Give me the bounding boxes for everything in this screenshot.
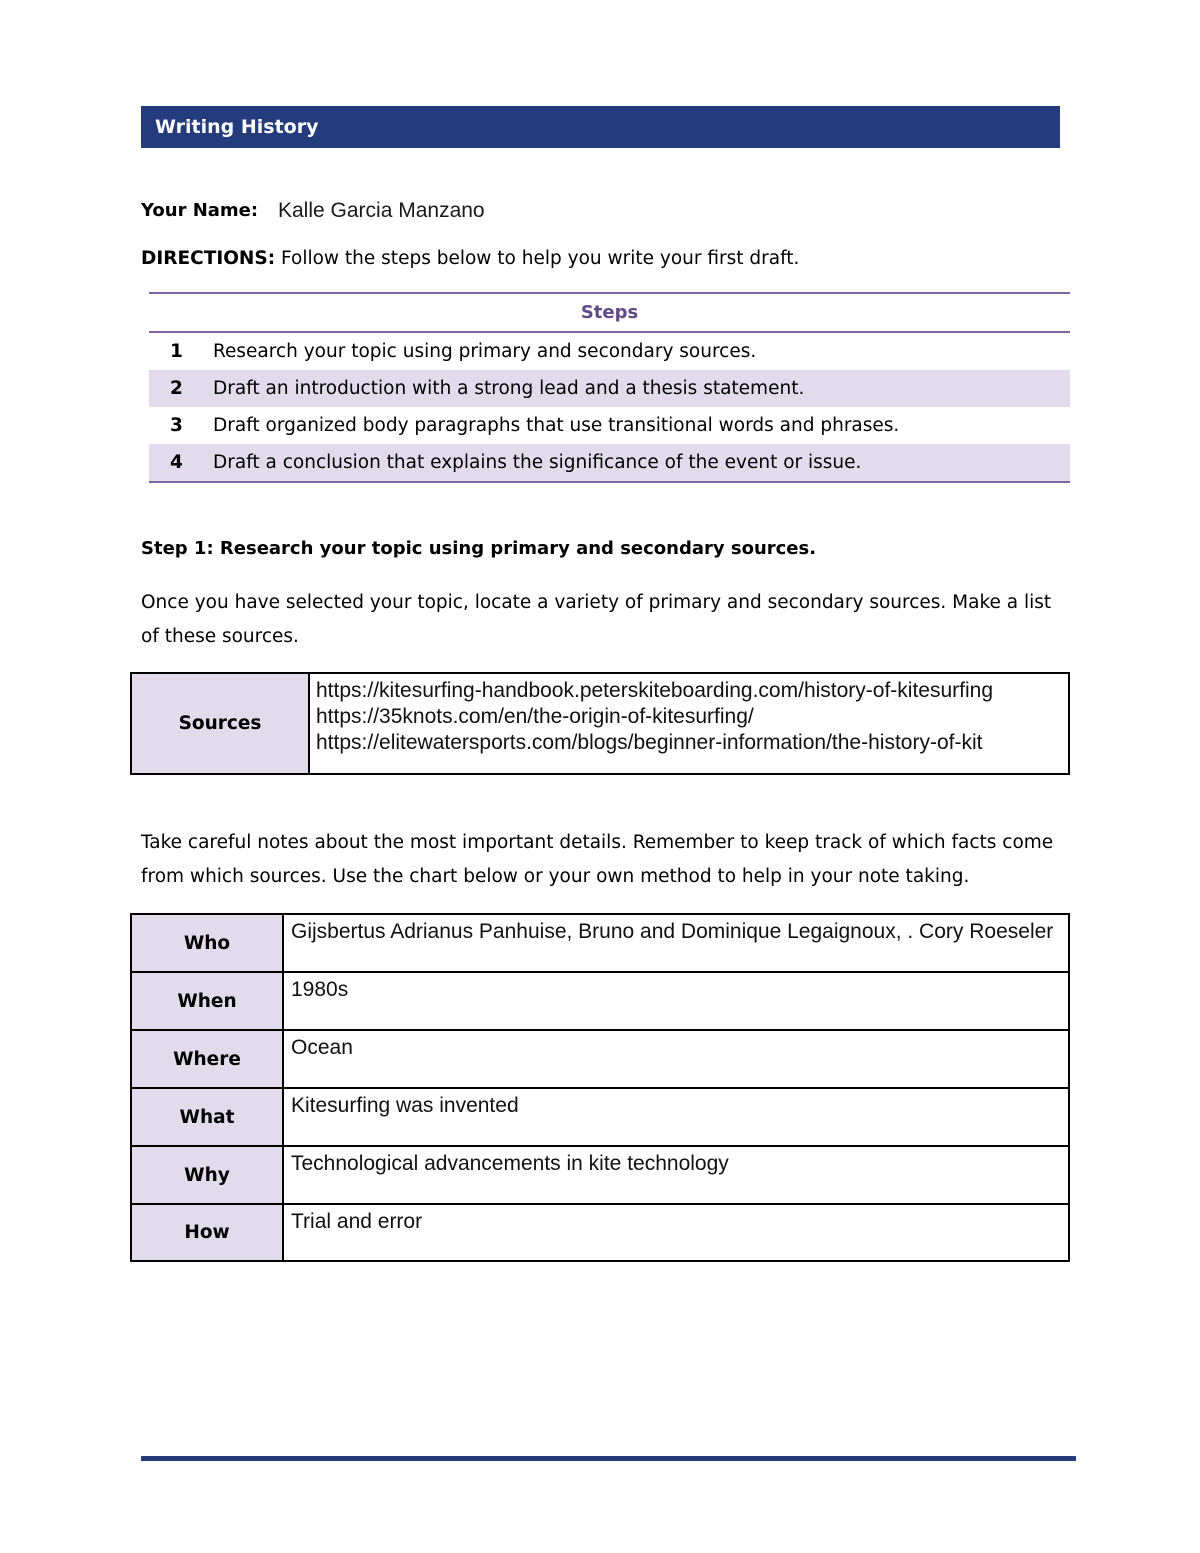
source-link[interactable]: https://elitewatersports.com/blogs/beginner-information/the-history-of-kit	[316, 731, 983, 754]
sources-label: Sources	[132, 674, 310, 773]
note-label: Why	[132, 1147, 284, 1203]
notes-instructions: Take careful notes about the most important details. Remember to keep track of which facts come from which sources. Use the chart below or your own method to help in your note taking.	[141, 832, 1054, 887]
step1-heading: Step 1: Research your topic using primary and secondary sources.	[141, 538, 817, 559]
note-label: What	[132, 1089, 284, 1145]
page-title-banner: Writing History	[141, 106, 1060, 148]
note-label: When	[132, 973, 284, 1029]
step-text: Research your topic using primary and secondary sources.	[213, 341, 757, 362]
note-row-why	[132, 1147, 1068, 1205]
step-text: Draft an introduction with a strong lead and a thesis statement.	[213, 378, 805, 399]
note-field[interactable]: Trial and error	[291, 1210, 423, 1233]
step-row	[149, 407, 1070, 444]
note-row-when	[132, 973, 1068, 1031]
note-field[interactable]: Kitesurfing was invented	[291, 1094, 519, 1117]
note-label: Who	[132, 915, 284, 971]
notes-table	[130, 913, 1070, 1262]
step-row	[149, 370, 1070, 407]
sources-table	[130, 672, 1070, 775]
step1-instructions: Once you have selected your topic, locate a variety of primary and secondary sources. Make a list of these sources.	[141, 592, 1052, 647]
directions-text: Follow the steps below to help you write your first draft.	[275, 248, 800, 269]
name-row	[141, 197, 485, 225]
source-link[interactable]: https://kitesurfing-handbook.peterskiteboarding.com/history-of-kitesurfing	[316, 679, 994, 702]
note-field[interactable]: Technological advancements in kite technology	[291, 1152, 729, 1175]
step-number: 2	[170, 378, 183, 399]
note-label: How	[132, 1205, 284, 1260]
note-field[interactable]: Gijsbertus Adrianus Panhuise, Bruno and Dominique Legaignoux, . Cory Roeseler	[291, 920, 1054, 943]
step-number: 3	[170, 415, 183, 436]
sources-field[interactable]	[310, 674, 1068, 773]
name-label: Your Name:	[141, 200, 259, 221]
note-row-how	[132, 1205, 1068, 1260]
step-text: Draft a conclusion that explains the significance of the event or issue.	[213, 452, 862, 473]
source-link[interactable]: https://35knots.com/en/the-origin-of-kitesurfing/	[316, 705, 754, 728]
note-field[interactable]: Ocean	[291, 1036, 353, 1059]
step-number: 1	[170, 341, 183, 362]
steps-header: Steps	[149, 294, 1070, 333]
step-number: 4	[170, 452, 183, 473]
note-label: Where	[132, 1031, 284, 1087]
directions-label: DIRECTIONS:	[141, 248, 276, 269]
note-row-who	[132, 915, 1068, 973]
note-row-what	[132, 1089, 1068, 1147]
footer-divider	[141, 1456, 1076, 1461]
step-row	[149, 333, 1070, 370]
note-field[interactable]: 1980s	[291, 978, 349, 1001]
steps-table	[149, 292, 1070, 483]
note-row-where	[132, 1031, 1068, 1089]
directions	[141, 246, 799, 272]
name-value[interactable]: Kalle Garcia Manzano	[278, 199, 485, 222]
step-row	[149, 444, 1070, 481]
step-text: Draft organized body paragraphs that use transitional words and phrases.	[213, 415, 900, 436]
